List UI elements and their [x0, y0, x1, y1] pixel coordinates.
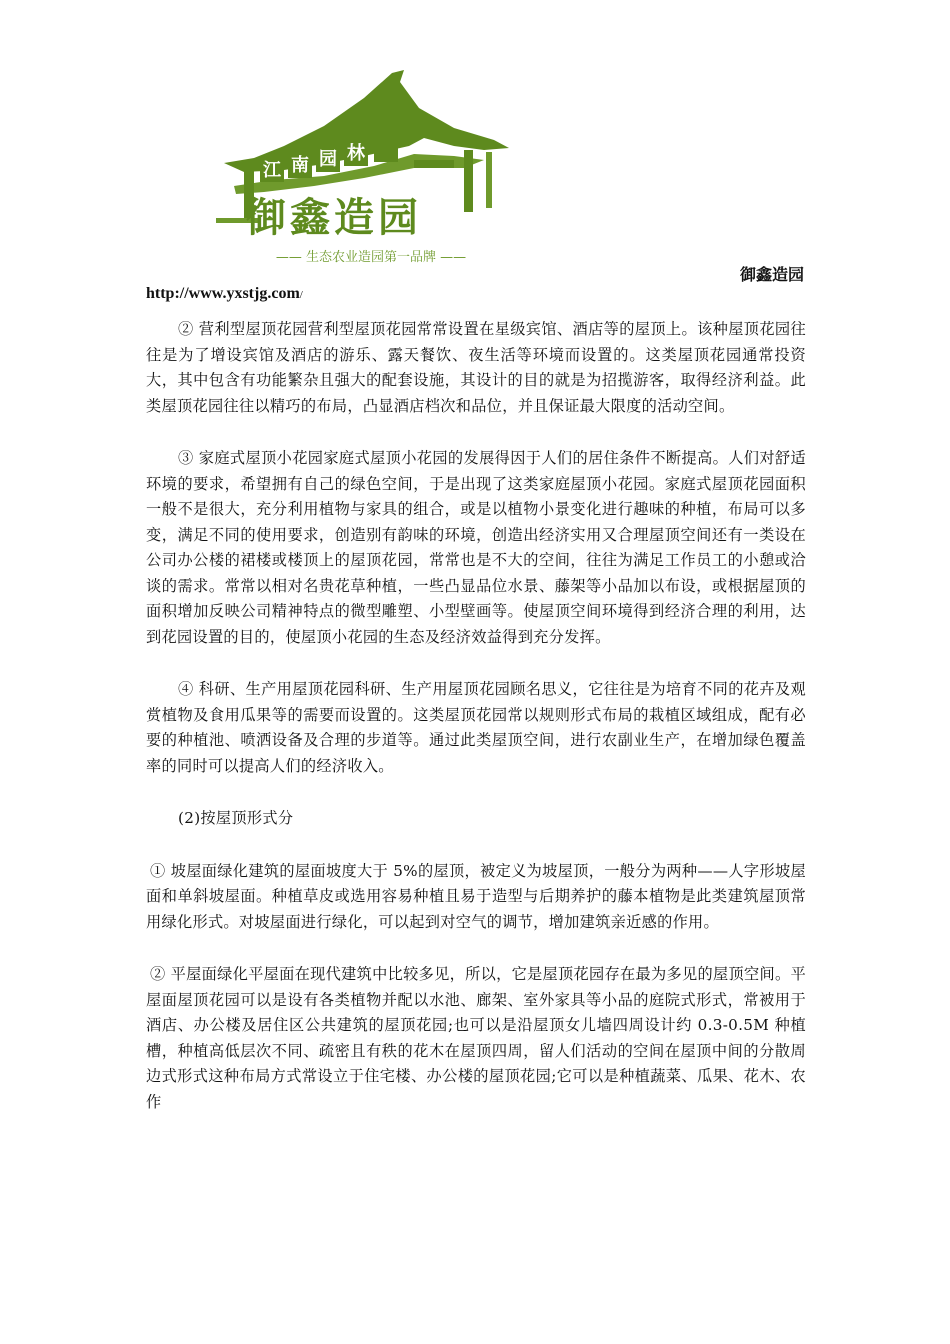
- paragraph: ④ 科研、生产用屋顶花园科研、生产用屋顶花园顾名思义，它往往是为培育不同的花卉及观赏植物及食用瓜果等的需要而设置的。这类屋顶花园常以规则形式布局的栽植区域组成，配有必要的种植池、喷洒设备及合理的步道等。通过此类屋顶空间，进行农副业生产，在增加绿色覆盖率的同时可以提高人们的经济收入。: [146, 680, 806, 775]
- url-text[interactable]: http://www.yxstjg.com: [146, 285, 300, 302]
- brand-name: 御鑫造园: [739, 265, 804, 284]
- website-url[interactable]: [146, 285, 303, 303]
- paragraph: ① 坡屋面绿化建筑的屋面坡度大于 5%的屋顶，被定义为坡屋顶，一般分为两种——人字形坡屋面和单斜坡屋面。种植草皮或选用容易种植且易于造型与后期养护的藤本植物是此类建筑屋顶常用绿化形式。对坡屋面进行绿化，可以起到对空气的调节，增加建筑亲近感的作用。: [146, 861, 806, 931]
- paragraph: ③ 家庭式屋顶小花园家庭式屋顶小花园的发展得因于人们的居住条件不断提高。人们对舒适环境的要求，希望拥有自己的绿色空间，于是出现了这类家庭屋顶小花园。家庭式屋顶花园面积一般不是很大，充分利用植物与家具的组合，或是以植物小景变化进行趣味的种植，布局可以多变，满足不同的使用要求，创造别有韵味的环境，创造出经济实用又合理屋顶空间还有一类设在公司办公楼的裙楼或楼顶上的屋顶花园，常常也是不大的空间，往往为满足工作员工的小憩或洽谈的需求。常常以相对名贵花草种植，一些凸显品位水景、藤架等小品加以布设，或根据屋顶的面积增加反映公司精神特点的微型雕塑、小型壁画等。使屋顶空间环境得到经济合理的利用，达到花园设置的目的，使屋顶小花园的生态及经济效益得到充分发挥。: [146, 449, 806, 646]
- svg-text:南: 南: [291, 155, 309, 176]
- section-heading: (2)按屋顶形式分: [178, 809, 294, 827]
- logo-name: 御鑫造园: [246, 195, 422, 241]
- svg-text:园: 园: [319, 149, 337, 170]
- banner-text: 江: [263, 160, 281, 181]
- url-suffix: /: [299, 289, 303, 301]
- paragraph: ② 平屋面绿化平屋面在现代建筑中比较多见，所以，它是屋顶花园存在最为多见的屋顶空间。平屋面屋顶花园可以是设有各类植物并配以水池、廊架、室外家具等小品的庭院式形式，常被用于酒店、办公楼及居住区公共建筑的屋顶花园;也可以是沿屋顶女儿墙四周设计约 0.3-0.5M 种植槽，种植高低层次不同、疏密且有秩的花木在屋顶四周，留人们活动的空间在屋顶中间的分散周边式形式这种布局方式常设立于住宅楼、办公楼的屋顶花园;它可以是种植蔬菜、瓜果、花木、农作: [146, 965, 806, 1111]
- logo-slogan: —— 生态农业造园第一品牌 ——: [275, 250, 467, 265]
- paragraph: ② 营利型屋顶花园营利型屋顶花园常常设置在星级宾馆、酒店等的屋顶上。该种屋顶花园往往是为了增设宾馆及酒店的游乐、露天餐饮、夜生活等环境而设置的。这类屋顶花园通常投资大，其中包含有功能繁杂且强大的配套设施，其设计的目的就是为招揽游客，取得经济利益。此类屋顶花园往往以精巧的布局，凸显酒店档次和品位，并且保证最大限度的活动空间。: [146, 320, 806, 415]
- article-body: [146, 317, 806, 1142]
- svg-text:林: 林: [347, 143, 365, 164]
